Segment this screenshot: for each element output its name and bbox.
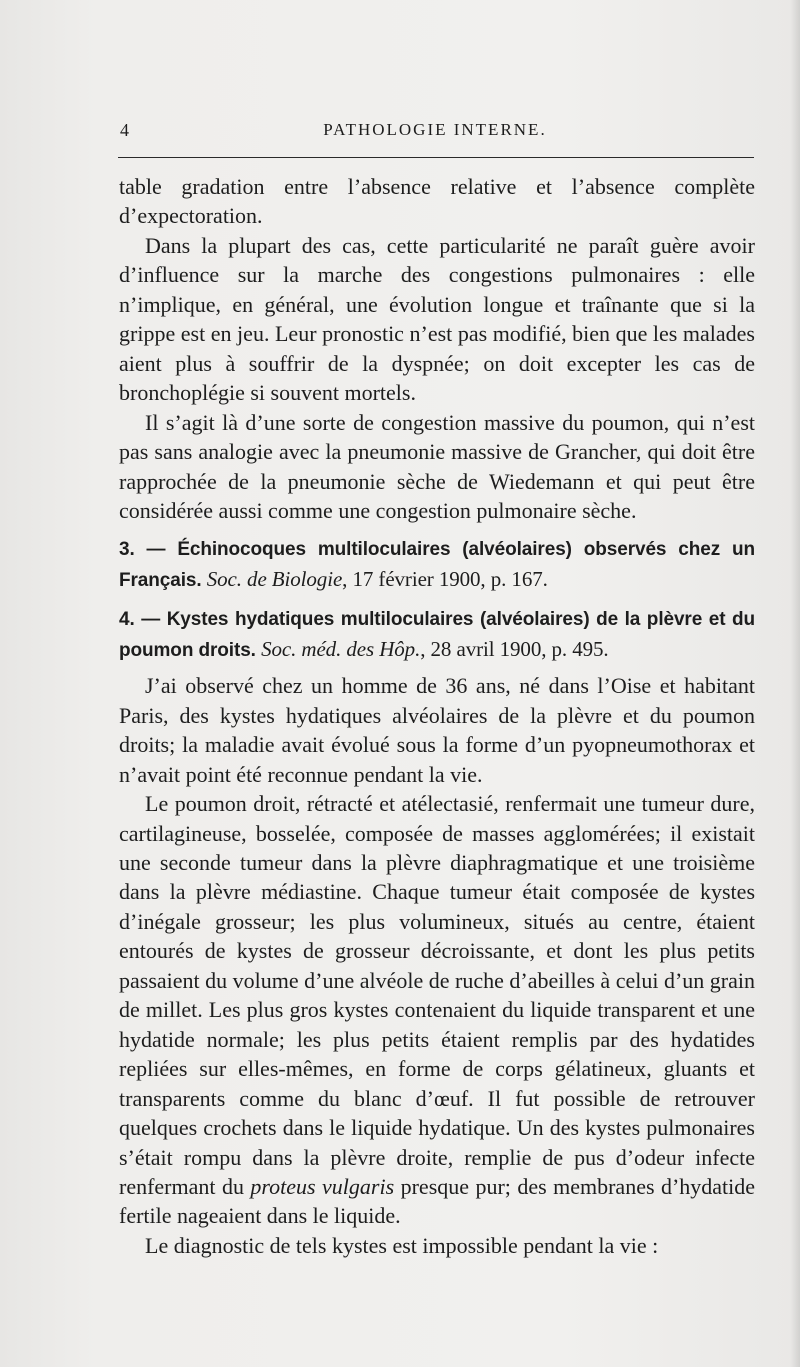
paragraph-text: presque pur; des membranes d’hydatide fertile nageaient dans le liquide. — [119, 1173, 756, 1229]
entry-details: , 28 avril 1900, p. 495. — [420, 636, 609, 661]
bibliography-entry-4 — [119, 605, 755, 665]
page-edge-shadow — [790, 0, 800, 1367]
entry-number: 3. — [119, 539, 135, 561]
entry-number: 4. — [119, 609, 135, 631]
running-head — [120, 118, 750, 142]
entry-details: , 17 février 1900, p. 167. — [342, 566, 548, 591]
paragraph-continued: table gradation entre l’absence relative et l’absence complète d’expectoration. — [119, 174, 755, 229]
entry-reference — [261, 637, 609, 661]
paragraph: Il s’agit là d’une sorte de congestion massive du poumon, qui n’est pas sans analogie avec la pneumonie massive de Grancher, qui doit être rapprochée de la pneumonie sèche de Wiedemann et qui peut être considérée aussi comme une congestion pulmonaire sèche. — [119, 409, 755, 523]
paragraph — [119, 789, 755, 1231]
header-rule — [118, 157, 754, 158]
entry-reference — [207, 567, 548, 591]
entry-title: Échinocoques multiloculaires (alvéolaires) observés chez un Français. — [119, 539, 755, 591]
italic-species-name: proteus vulgaris — [250, 1173, 395, 1199]
entry-journal: Soc. méd. des Hôp. — [261, 636, 421, 661]
entry-dash: — — [146, 539, 166, 561]
paragraph: J’ai observé chez un homme de 36 ans, né dans l’Oise et habitant Paris, des kystes hydatiques alvéolaires de la plèvre et du poumon droits; la maladie avait évolué sous la forme d’un pyopneumothorax et n’avait point été reconnue pendant la vie. — [119, 673, 755, 787]
paragraph-text: Le poumon droit, rétracté et atélectasié, renfermait une tumeur dure, cartilagineuse, bosselée, composée de masses agglomérées; il existait une seconde tumeur dans la plèvre diaphragmatique et une troisième dans la plèvre médiastine. Chaque tumeur était composée de kystes d’inégale grosseur; les plus volumineux, situés au centre, étaient entourés de kystes de grosseur décroissante, et dont les plus petits passaient du volume d’une alvéole de ruche d’abeilles à celui d’un grain de millet. Les plus gros kystes contenaient du liquide transparent et une hydatide normale; les plus petits étaient remplis par des hydatides repliées sur elles-mêmes, en forme de corps gélatineux, gluants et transparents comme du blanc d’œuf. Il fut possible de retrouver quelques crochets dans le liquide hydatique. Un des kystes pulmonaires s’était rompu dans la plèvre droite, remplie de pus d’odeur infecte renfermant du — [119, 791, 755, 1199]
entry-title: Kystes hydatiques multiloculaires (alvéolaires) de la plèvre et du poumon droits. — [119, 609, 755, 661]
body-text — [119, 172, 755, 1260]
page-number: 4 — [120, 120, 129, 140]
paragraph: Le diagnostic de tels kystes est impossible pendant la vie : — [145, 1232, 659, 1258]
running-title: PATHOLOGIE INTERNE. — [323, 120, 547, 139]
paragraph: Dans la plupart des cas, cette particularité ne paraît guère avoir d’influence sur la marche des congestions pulmonaires : elle n’implique, en général, une évolution longue et traînante que si la grippe est en jeu. Leur pronostic n’est pas modifié, bien que les malades aient plus à souffrir de la dyspnée; on doit excepter les cas de bronchoplégie si souvent mortels. — [119, 232, 755, 406]
entry-journal: Soc. de Biologie — [206, 566, 343, 591]
bibliography-entry-3 — [119, 535, 755, 595]
entry-dash: — — [141, 609, 161, 631]
